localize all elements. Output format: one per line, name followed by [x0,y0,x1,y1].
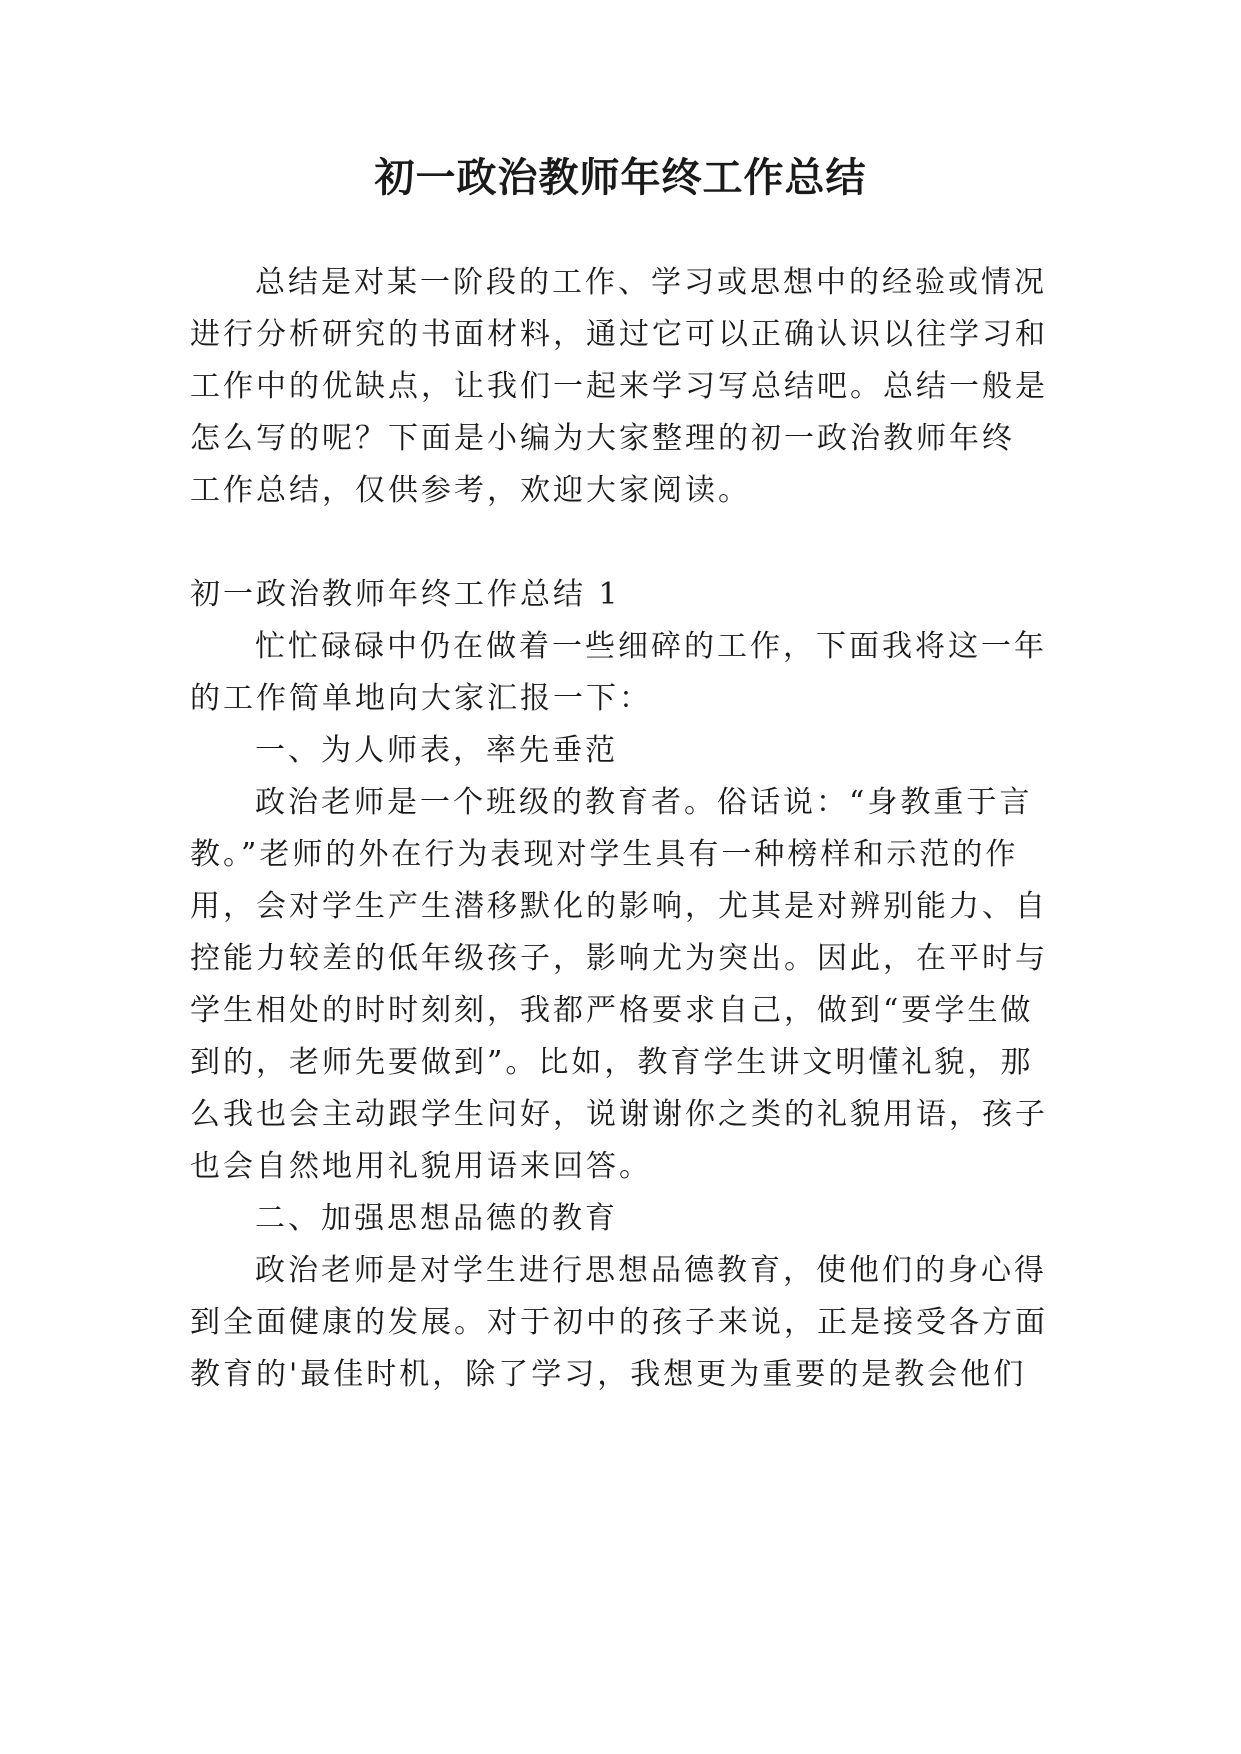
subheading: 二、加强思想品德的教育 [255,1201,618,1236]
paragraph-line: 用，会对学生产生潜移默化的影响，尤其是对辨别能力、自 [190,889,1048,924]
paragraph-line: 的工作简单地向大家汇报一下： [190,681,652,716]
paragraph-line: 也会自然地用礼貌用语来回答。 [190,1149,652,1184]
paragraph-line: 么我也会主动跟学生问好，说谢谢你之类的礼貌用语，孩子 [190,1097,1048,1132]
paragraph-line: 工作总结，仅供参考，欢迎大家阅读。 [190,473,751,508]
paragraph-line: 政治老师是一个班级的教育者。俗话说：“身教重于言 [255,785,1033,820]
paragraph-line: 工作中的优缺点，让我们一起来学习写总结吧。总结一般是 [190,369,1048,404]
paragraph-line: 教。”老师的外在行为表现对学生具有一种榜样和示范的作 [190,837,1019,872]
paragraph-line: 教育的'最佳时机，除了学习，我想更为重要的是教会他们 [190,1357,1027,1392]
paragraph-line: 政治老师是对学生进行思想品德教育，使他们的身心得 [255,1253,1047,1288]
paragraph-line: 忙忙碌碌中仍在做着一些细碎的工作，下面我将这一年 [255,629,1047,664]
paragraph-line: 到的，老师先要做到”。比如，教育学生讲文明懂礼貌，那 [190,1045,1034,1080]
subheading: 一、为人师表，率先垂范 [255,733,618,768]
section-heading: 初一政治教师年终工作总结 1 [190,577,621,612]
paragraph-line: 到全面健康的发展。对于初中的孩子来说，正是接受各方面 [190,1305,1048,1340]
paragraph-line: 控能力较差的低年级孩子，影响尤为突出。因此，在平时与 [190,941,1048,976]
document-title: 初一政治教师年终工作总结 [374,155,867,201]
paragraph-line: 怎么写的呢？下面是小编为大家整理的初一政治教师年终 [190,421,1015,456]
paragraph-line: 总结是对某一阶段的工作、学习或思想中的经验或情况 [255,265,1047,300]
paragraph-line: 学生相处的时时刻刻，我都严格要求自己，做到“要学生做 [190,993,1034,1028]
paragraph-line: 进行分析研究的书面材料，通过它可以正确认识以往学习和 [190,317,1048,352]
